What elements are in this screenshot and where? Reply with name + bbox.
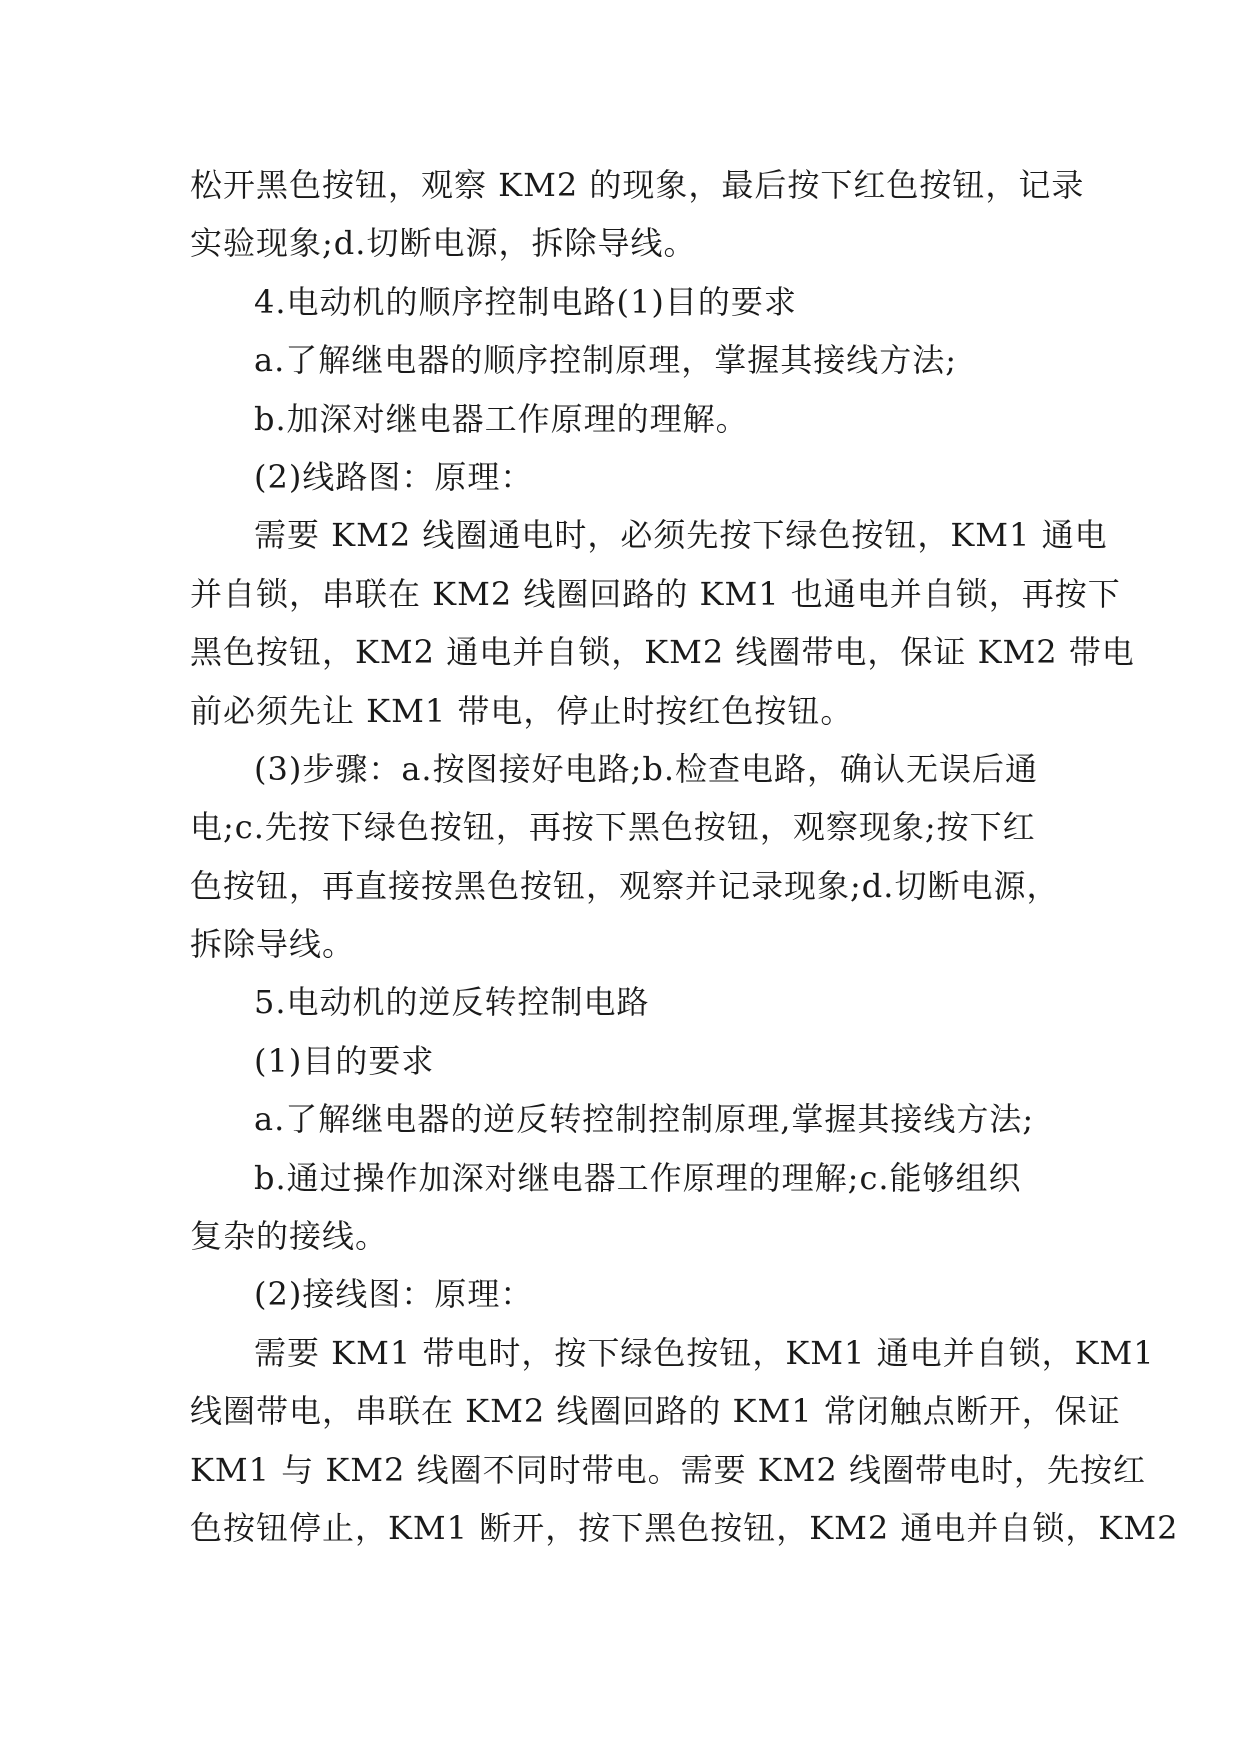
paragraph-line: 电;c.先按下绿色按钮，再按下黑色按钮，观察现象;按下红 bbox=[190, 808, 1036, 847]
paragraph-line: 复杂的接线。 bbox=[190, 1217, 389, 1256]
paragraph-line: 实验现象;d.切断电源，拆除导线。 bbox=[190, 224, 697, 263]
paragraph-line: a.了解继电器的顺序控制原理，掌握其接线方法; bbox=[254, 341, 958, 380]
paragraph-line: 4.电动机的顺序控制电路(1)目的要求 bbox=[254, 282, 797, 321]
paragraph-line: b.通过操作加深对继电器工作原理的理解;c.能够组织 bbox=[254, 1158, 1022, 1197]
paragraph-line: 并自锁，串联在 KM2 线圈回路的 KM1 也通电并自锁，再按下 bbox=[190, 574, 1121, 613]
paragraph-line: 5.电动机的逆反转控制电路 bbox=[254, 983, 650, 1022]
paragraph-line: (1)目的要求 bbox=[254, 1041, 435, 1080]
paragraph-line: KM1 与 KM2 线圈不同时带电。需要 KM2 线圈带电时，先按红 bbox=[190, 1450, 1146, 1489]
paragraph-line: 拆除导线。 bbox=[190, 925, 356, 964]
paragraph-line: (3)步骤：a.按图接好电路;b.检查电路，确认无误后通 bbox=[254, 749, 1039, 788]
paragraph-line: 线圈带电，串联在 KM2 线圈回路的 KM1 常闭触点断开，保证 bbox=[190, 1392, 1121, 1431]
paragraph-line: 松开黑色按钮，观察 KM2 的现象，最后按下红色按钮，记录 bbox=[190, 166, 1085, 204]
paragraph-line: 色按钮停止，KM1 断开，按下黑色按钮，KM2 通电并自锁，KM2 bbox=[190, 1508, 1179, 1547]
paragraph-line: a.了解继电器的逆反转控制控制原理,掌握其接线方法; bbox=[254, 1100, 1035, 1139]
paragraph-line: 需要 KM2 线圈通电时，必须先按下绿色按钮，KM1 通电 bbox=[254, 516, 1108, 555]
paragraph-line: 需要 KM1 带电时，按下绿色按钮，KM1 通电并自锁，KM1 bbox=[254, 1333, 1155, 1372]
paragraph-line: 色按钮，再直接按黑色按钮，观察并记录现象;d.切断电源， bbox=[190, 866, 1060, 905]
paragraph-line: (2)接线图：原理： bbox=[254, 1275, 534, 1314]
paragraph-line: b.加深对继电器工作原理的理解。 bbox=[254, 399, 749, 438]
document-body bbox=[190, 156, 1179, 1557]
paragraph-line: 前必须先让 KM1 带电，停止时按红色按钮。 bbox=[190, 691, 854, 730]
paragraph-line: (2)线路图：原理： bbox=[254, 457, 534, 496]
paragraph-line: 黑色按钮，KM2 通电并自锁，KM2 线圈带电，保证 KM2 带电 bbox=[190, 633, 1135, 672]
